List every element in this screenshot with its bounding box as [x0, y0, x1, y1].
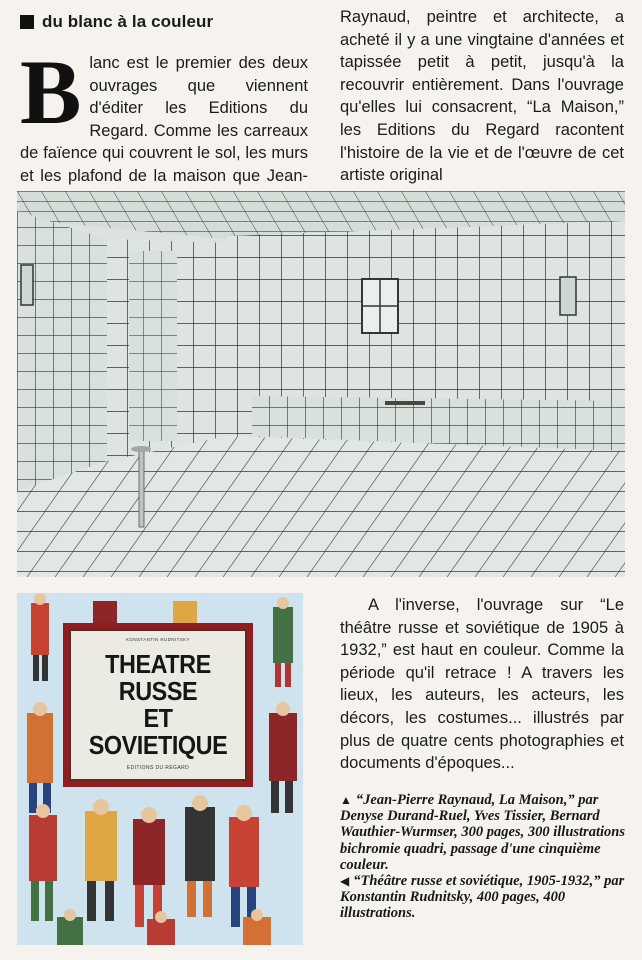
tiled-room-illustration: [17, 191, 625, 577]
book-cover-author: KONSTANTIN RUDNITSKY: [126, 637, 190, 642]
caption-text: “Jean-Pierre Raynaud, La Maison,” par Denyse Durand-Ruel, Yves Tissier, Bernard Wauthier-Wurmser, 300 pages, 300 illustrations bichromie quadri, passage d'une cinquième couleur.: [340, 792, 625, 873]
triangle-left-icon: ◀: [340, 874, 350, 889]
book-cover-title: [89, 651, 228, 759]
book-title-line: RUSSE: [118, 676, 198, 706]
book-title-line: THEATRE: [105, 649, 211, 679]
article-text-right: Raynaud, peintre et architecte, a acheté il y a une vingtaine d'années et tapissée petit à petit, jusqu'à la recouvrir entièrement. Dans l'ouvrage qu'elles lui consacrent, “La Maison,” les Editions du Regard racontent l'histoire de la vie et de l'œuvre de cet artiste original: [340, 8, 624, 185]
book-title-line: ET: [143, 703, 173, 733]
black-square-icon: [20, 15, 34, 29]
article-column-left: [20, 41, 308, 210]
article-column-lower: [340, 594, 624, 775]
article-text-lower: A l'inverse, l'ouvrage sur “Le théâtre russe et soviétique de 1905 à 1932,” est haut en couleur. Comme la période qu'il retrace ! A travers les lieux, les auteurs, les acteurs, les décors, les costumes... illustrés par plus de quatre cents photographies et documents d'époques...: [340, 596, 624, 773]
dropcap-letter: B: [20, 41, 82, 143]
book-cover-title-panel: [63, 623, 253, 787]
book-cover-publisher: EDITIONS DU REGARD: [126, 765, 190, 771]
section-heading: [20, 12, 213, 32]
book-cover-image: [17, 593, 303, 945]
book-title-line: SOVIETIQUE: [88, 730, 228, 760]
article-column-right: [340, 6, 624, 187]
triangle-up-icon: ▲: [340, 793, 352, 807]
caption-item: [340, 873, 628, 922]
article-text-left: lanc est le premier des deux ouvrages que viennent d'éditer les Editions du Regard. Comme les carreaux de faïence qui couvrent le sol, les murs et les plafond de la maison que Jean-: [20, 54, 308, 185]
caption-item: [340, 792, 628, 873]
captions-block: [340, 792, 628, 922]
caption-text: “Théâtre russe et soviétique, 1905-1932,” par Konstantin Rudnitsky, 400 pages, 400 illustrations.: [340, 873, 625, 922]
tiled-room-photo: [17, 191, 625, 577]
book-cover-inner: [69, 629, 247, 781]
section-heading-text: du blanc à la couleur: [42, 12, 214, 31]
